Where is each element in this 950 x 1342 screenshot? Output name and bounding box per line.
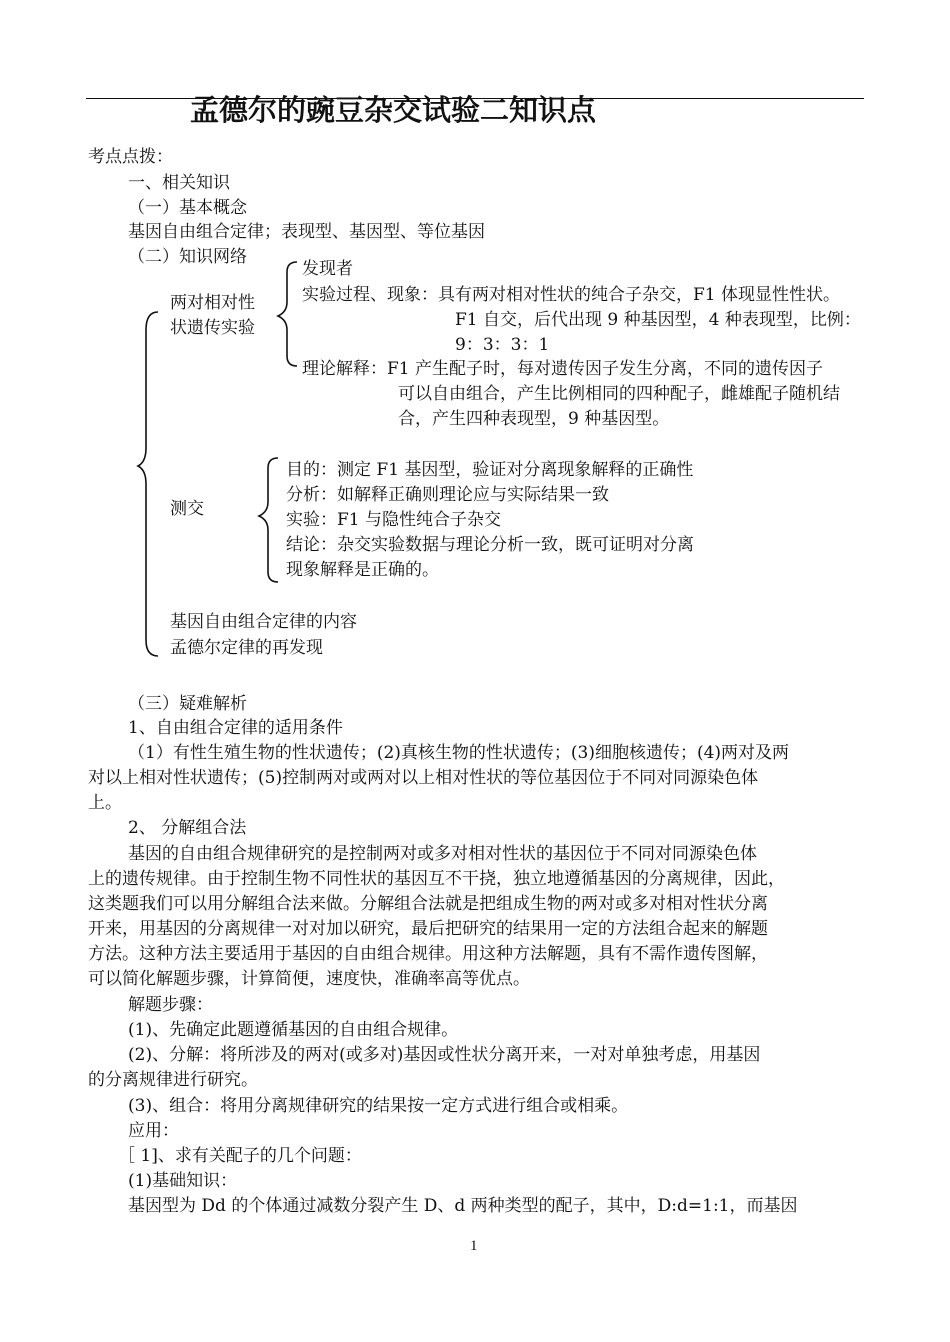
item-heading: 2、 分解组合法 bbox=[128, 818, 247, 838]
basic-knowledge-heading: (1)基础知识： bbox=[128, 1171, 238, 1191]
network-item: 发现者 bbox=[302, 259, 353, 279]
experiment-brace bbox=[278, 262, 297, 366]
concepts-text: 基因自由组合定律；表现型、基因型、等位基因 bbox=[128, 222, 485, 242]
intro-label: 考点点拨： bbox=[88, 147, 173, 167]
group-label: 测交 bbox=[170, 499, 204, 519]
outer-brace bbox=[138, 312, 158, 656]
network-item: 合，产生四种表现型，9 种基因型。 bbox=[398, 409, 670, 429]
testcross-brace bbox=[259, 458, 278, 582]
subsection-heading: （二）知识网络 bbox=[128, 247, 247, 267]
step-line: (2)、分解：将所涉及的两对(或多对)基因或性状分离开来，一对对单独考虑，用基因 bbox=[128, 1045, 761, 1065]
network-item: 结论：杂交实验数据与理论分析一致，既可证明对分离 bbox=[286, 535, 694, 555]
paragraph-line: （1）有性生殖生物的性状遗传；(2)真核生物的性状遗传；(3)细胞核遗传；(4)两对及两 bbox=[128, 743, 790, 763]
subsection-heading: （一）基本概念 bbox=[128, 198, 247, 218]
network-item: 实验过程、现象：具有两对相对性状的纯合子杂交，F1 体现显性性状。 bbox=[302, 285, 841, 305]
paragraph-line: 上。 bbox=[88, 793, 122, 813]
application-heading: 应用： bbox=[128, 1121, 179, 1141]
section-heading: 一、相关知识 bbox=[128, 173, 230, 193]
network-item: 9：3：3：1 bbox=[455, 335, 550, 355]
application-item: ［ 1]、求有关配子的几个问题： bbox=[118, 1146, 362, 1166]
step-line: (1)、先确定此题遵循基因的自由组合规律。 bbox=[128, 1020, 459, 1040]
group-label: 两对相对性 bbox=[170, 293, 255, 313]
paragraph-line: 对以上相对性状遗传；(5)控制两对或两对以上相对性状的等位基因位于不同对同源染色体 bbox=[88, 768, 759, 788]
subsection-heading: （三）疑难解析 bbox=[128, 694, 247, 714]
paragraph-line: 可以简化解题步骤，计算简便，速度快，准确率高等优点。 bbox=[88, 969, 530, 989]
paragraph-line: 基因的自由组合规律研究的是控制两对或多对相对性状的基因位于不同对同源染色体 bbox=[128, 844, 757, 864]
group-label: 状遗传实验 bbox=[170, 318, 255, 338]
network-item: 基因自由组合定律的内容 bbox=[170, 612, 357, 632]
network-item: 现象解释是正确的。 bbox=[286, 560, 439, 580]
page-number: 1 bbox=[470, 1238, 478, 1254]
step-line: 的分离规律进行研究。 bbox=[88, 1070, 258, 1090]
steps-heading: 解题步骤： bbox=[128, 995, 213, 1015]
paragraph-line: 开来，用基因的分离规律一对对加以研究，最后把研究的结果用一定的方法组合起来的解题 bbox=[88, 919, 768, 939]
network-item: F1 自交，后代出现 9 种基因型，4 种表现型，比例： bbox=[455, 310, 861, 330]
paragraph-line: 上的遗传规律。由于控制生物不同性状的基因互不干挠，独立地遵循基因的分离规律，因此， bbox=[88, 869, 785, 889]
paragraph-line: 方法。这种方法主要适用于基因的自由组合规律。用这种方法解题，具有不需作遗传图解， bbox=[88, 944, 768, 964]
item-heading: 1、自由组合定律的适用条件 bbox=[128, 718, 343, 738]
network-item: 理论解释：F1 产生配子时，每对遗传因子发生分离，不同的遗传因子 bbox=[302, 359, 824, 379]
paragraph-line: 这类题我们可以用分解组合法来做。分解组合法就是把组成生物的两对或多对相对性状分离 bbox=[88, 894, 768, 914]
page-title: 孟德尔的豌豆杂交试验二知识点 bbox=[190, 93, 597, 127]
network-item: 可以自由组合，产生比例相同的四种配子，雌雄配子随机结 bbox=[398, 384, 840, 404]
network-item: 分析：如解释正确则理论应与实际结果一致 bbox=[286, 485, 609, 505]
network-item: 孟德尔定律的再发现 bbox=[170, 638, 323, 658]
network-item: 目的：测定 F1 基因型，验证对分离现象解释的正确性 bbox=[286, 460, 694, 480]
step-line: (3)、组合：将用分离规律研究的结果按一定方式进行组合或相乘。 bbox=[128, 1096, 629, 1116]
network-item: 实验：F1 与隐性纯合子杂交 bbox=[286, 510, 502, 530]
paragraph-line: 基因型为 Dd 的个体通过减数分裂产生 D、d 两种类型的配子，其中，D:d=1:1，而基因 bbox=[128, 1196, 798, 1216]
